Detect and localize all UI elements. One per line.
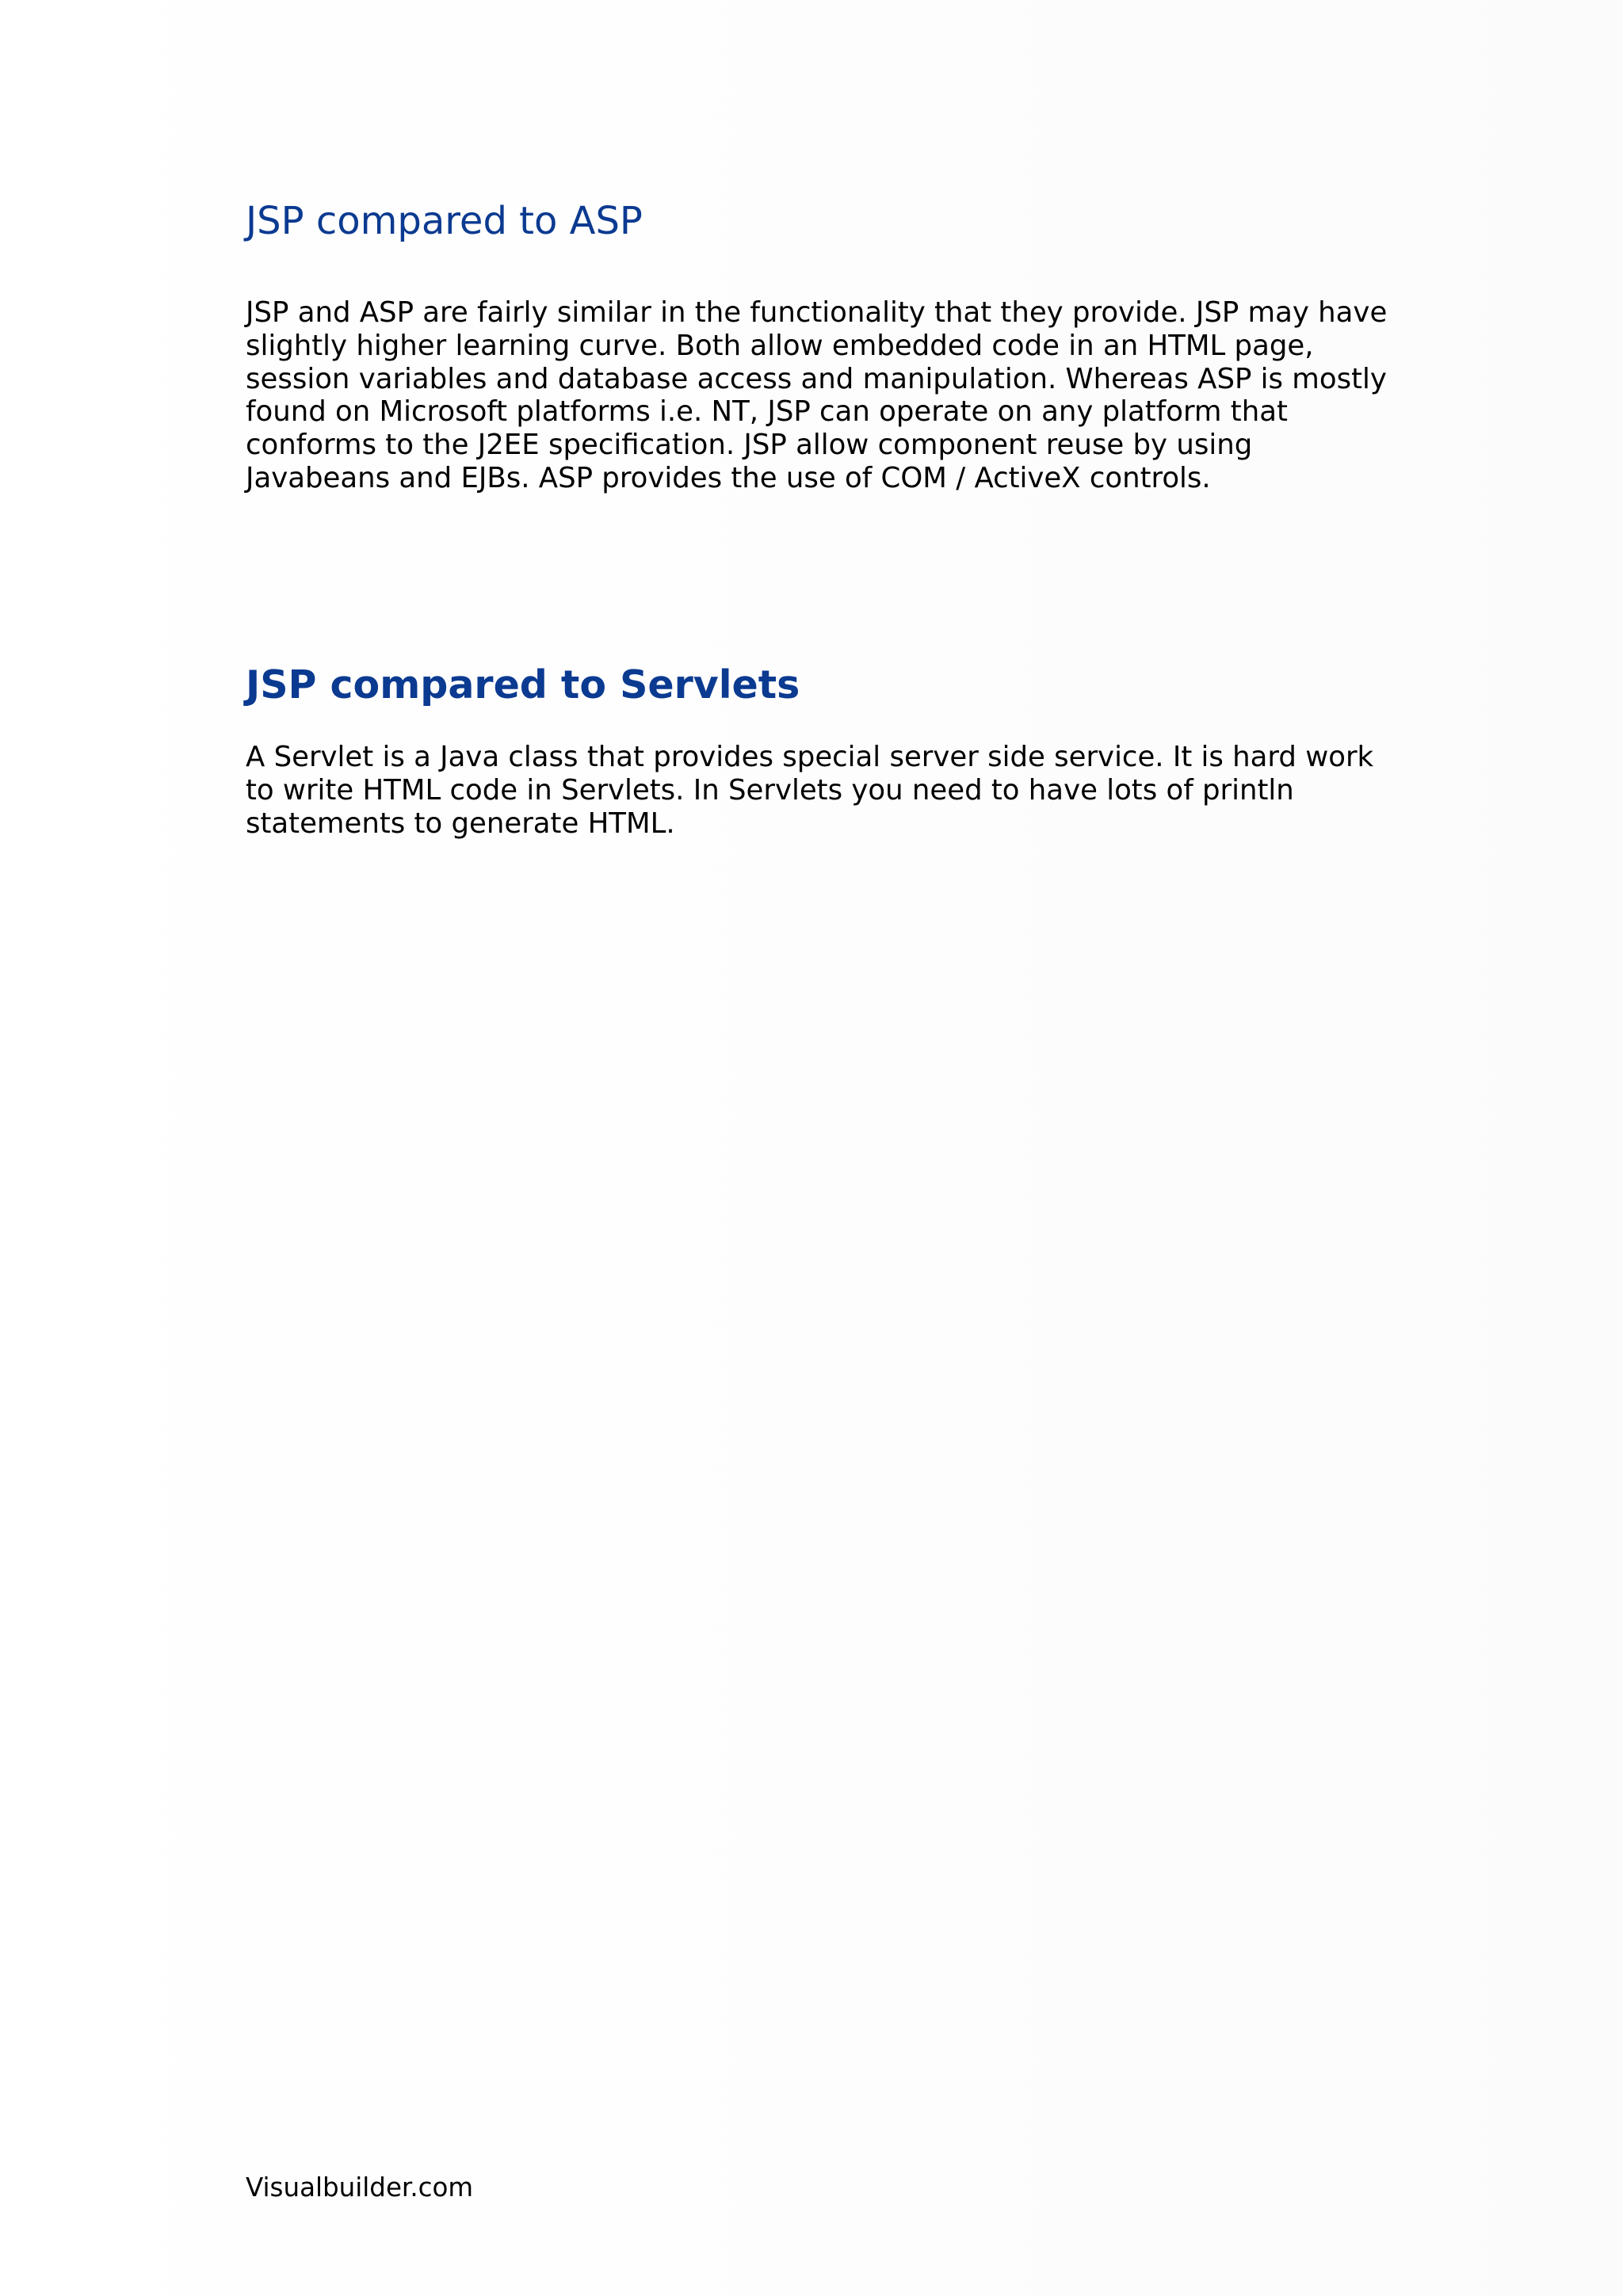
- section-heading-jsp-vs-servlets: JSP compared to Servlets: [246, 662, 800, 707]
- paragraph-jsp-vs-asp: JSP and ASP are fairly similar in the functionality that they provide. JSP may have slightly higher learning curve. Both allow embedded code in an HTML page, session variables and database access and manipulation. Whereas ASP is mostly found on Microsoft platforms i.e. NT, JSP can operate on any platform that conforms to the J2EE specification. JSP allow component reuse by using Javabeans and EJBs. ASP provides the use of COM / ActiveX controls.: [246, 296, 1388, 494]
- section-heading-jsp-vs-asp: JSP compared to ASP: [246, 199, 643, 243]
- paragraph-jsp-vs-servlets: A Servlet is a Java class that provides special server side service. It is hard work to write HTML code in Servlets. In Servlets you need to have lots of println statements to generate HTML.: [246, 741, 1374, 840]
- page-footer: Visualbuilder.com: [246, 2172, 474, 2203]
